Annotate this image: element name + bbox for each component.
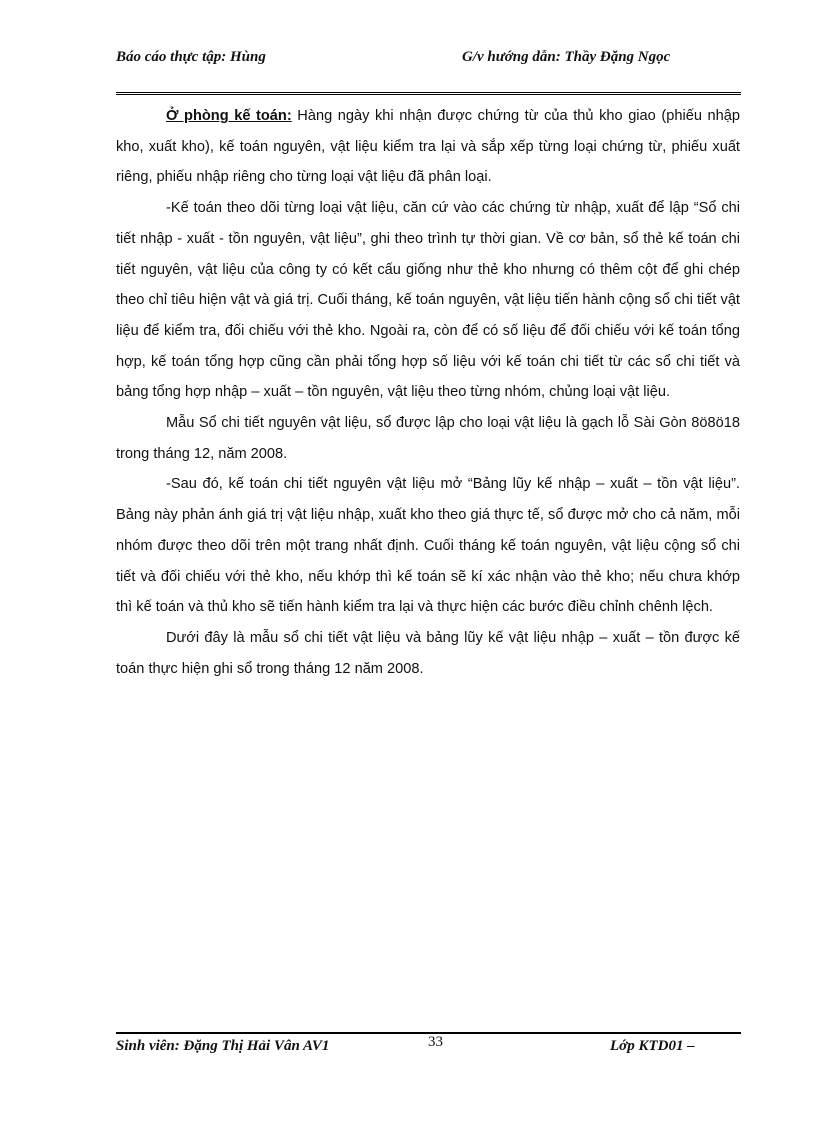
section-lead-accounting-room: Ở phòng kế toán:	[166, 108, 292, 124]
header-report-title: Báo cáo thực tập: Hùng	[116, 49, 266, 65]
footer-student: Sinh viên: Đặng Thị Hải Vân AV1	[116, 1038, 330, 1054]
page-number: 33	[428, 1034, 443, 1050]
paragraph-1-text: Hàng ngày khi nhận được chứng từ của thủ kho giao (phiếu nhập kho, xuất kho), kế toán nguyên, vật liệu kiểm tra lại và sắp xếp từng loại chứng từ, phiếu xuất riêng, phiếu nhập riêng cho từng loại vật liệu đã phân loại.	[116, 108, 741, 186]
document-body	[116, 101, 740, 684]
paragraph-5: Dưới đây là mẫu sổ chi tiết vật liệu và bảng lũy kế vật liệu nhập – xuất – tồn được kế toán thực hiện ghi sổ trong tháng 12 năm 2008.	[116, 629, 740, 677]
paragraph-4: -Sau đó, kế toán chi tiết nguyên vật liệu mở “Bảng lũy kế nhập – xuất – tồn vật liệu”. Bảng này phản ánh giá trị vật liệu nhập, xuất kho theo giá thực tế, sổ được mở cho cả năm, mỗi nhóm được theo dõi trên một trang nhất định. Cuối tháng kế toán nguyên, vật liệu cộng sổ chi tiết và đối chiếu với thẻ kho, nếu khớp thì kế toán sẽ kí xác nhận vào thẻ kho; nếu chưa khớp thì kế toán và thủ kho sẽ tiến hành kiểm tra lại và thực hiện các bước điều chỉnh chênh lệch.	[116, 476, 740, 616]
footer-class: Lớp KTD01 –	[610, 1038, 695, 1054]
page-footer	[116, 1036, 740, 1076]
paragraph-1	[116, 101, 740, 193]
header-supervisor: G/v hướng dẫn: Thầy Đặng Ngọc	[462, 49, 671, 65]
paragraph-2: -Kế toán theo dõi từng loại vật liệu, căn cứ vào các chứng từ nhập, xuất để lập “Sổ chi tiết nhập - xuất - tồn nguyên, vật liệu”, ghi theo trình tự thời gian. Về cơ bản, sổ thẻ kế toán chi tiết nguyên, vật liệu của công ty có kết cấu giống như thẻ kho nhưng có thêm cột để ghi chép theo chỉ tiêu hiện vật và giá trị. Cuối tháng, kế toán nguyên, vật liệu tiến hành cộng sổ chi tiết vật liệu để kiểm tra, đối chiếu với thẻ kho. Ngoài ra, còn để có số liệu để đối chiếu với kế toán tổng hợp, kế toán tổng hợp cũng cần phải tổng hợp số liệu với kế toán chi tiết từ các sổ chi tiết và bảng tổng hợp nhập – xuất – tồn nguyên, vật liệu theo từng nhóm, chủng loại vật liệu.	[116, 200, 740, 401]
page-header	[116, 48, 740, 92]
header-divider	[116, 92, 741, 95]
paragraph-3: Mẫu Sổ chi tiết nguyên vật liệu, sổ được lập cho loại vật liệu là gạch lỗ Sài Gòn 8ö8ö18 trong tháng 12, năm 2008.	[116, 415, 740, 462]
